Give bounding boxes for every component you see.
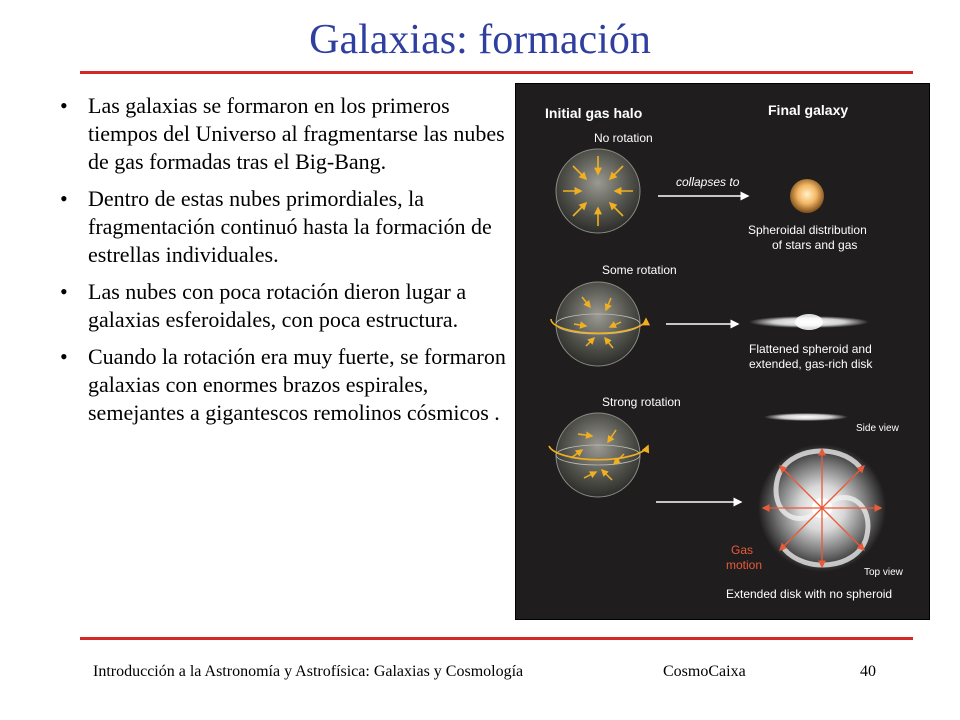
bullet-item: [60, 92, 510, 176]
figure-svg: [516, 84, 929, 619]
slide-title: Galaxias: formación: [309, 17, 651, 63]
bullet-text: Cuando la rotación era muy fuerte, se formaron galaxias con enormes brazos espirales, semejantes a gigantescos remolinos cósmicos .: [88, 344, 506, 425]
bullet-dot-icon: •: [60, 186, 68, 211]
col-left-heading: Initial gas halo: [545, 105, 643, 121]
footer-page-number: 40: [860, 663, 876, 680]
bullet-text: Las nubes con poca rotación dieron lugar a galaxias esferoidales, con poca estructura.: [88, 279, 467, 332]
bullet-item: [60, 343, 510, 427]
spheroidal-galaxy: [790, 179, 824, 213]
bullet-dot-icon: •: [60, 279, 68, 304]
row1-label: No rotation: [594, 131, 653, 145]
footer-venue: CosmoCaixa: [663, 663, 746, 680]
galaxy-formation-figure: [515, 83, 930, 620]
gas-motion-label-line2: motion: [726, 558, 763, 572]
halo-sphere-row2: [556, 282, 640, 366]
gas-motion-arrows: [763, 449, 881, 567]
side-view-disk: [764, 413, 848, 421]
side-view-label: Side view: [856, 423, 899, 434]
bullet-dot-icon: •: [60, 344, 68, 369]
row3-result: Extended disk with no spheroid: [726, 587, 893, 601]
title-divider: [80, 71, 913, 74]
row1-result-line2: of stars and gas: [772, 238, 858, 252]
col-right-heading: Final galaxy: [768, 102, 849, 118]
bullet-list: [60, 92, 510, 436]
bullet-text: Dentro de estas nubes primordiales, la fragmentación continuó hasta la formación de estrellas individuales.: [88, 186, 492, 267]
collapses-to-label: collapses to: [676, 175, 740, 189]
row3-label: Strong rotation: [602, 395, 681, 409]
row2-result-line1: Flattened spheroid and: [749, 342, 872, 356]
row2-label: Some rotation: [602, 263, 677, 277]
top-view-label: Top view: [864, 567, 903, 578]
row2-result-line2: extended, gas-rich disk: [749, 357, 873, 371]
gas-motion-label-line1: Gas: [731, 543, 754, 557]
bullet-item: [60, 278, 510, 334]
flattened-spheroid-bulge: [795, 314, 823, 330]
bullet-dot-icon: •: [60, 93, 68, 118]
bullet-item: [60, 185, 510, 269]
footer-course: Introducción a la Astronomía y Astrofísica: Galaxias y Cosmología: [93, 663, 524, 680]
bullet-text: Las galaxias se formaron en los primeros tiempos del Universo al fragmentarse las nubes de gas formadas tras el Big-Bang.: [88, 93, 505, 174]
halo-sphere-row3: [556, 413, 640, 497]
footer-divider: [80, 637, 913, 640]
row1-result-line1: Spheroidal distribution: [748, 223, 867, 237]
